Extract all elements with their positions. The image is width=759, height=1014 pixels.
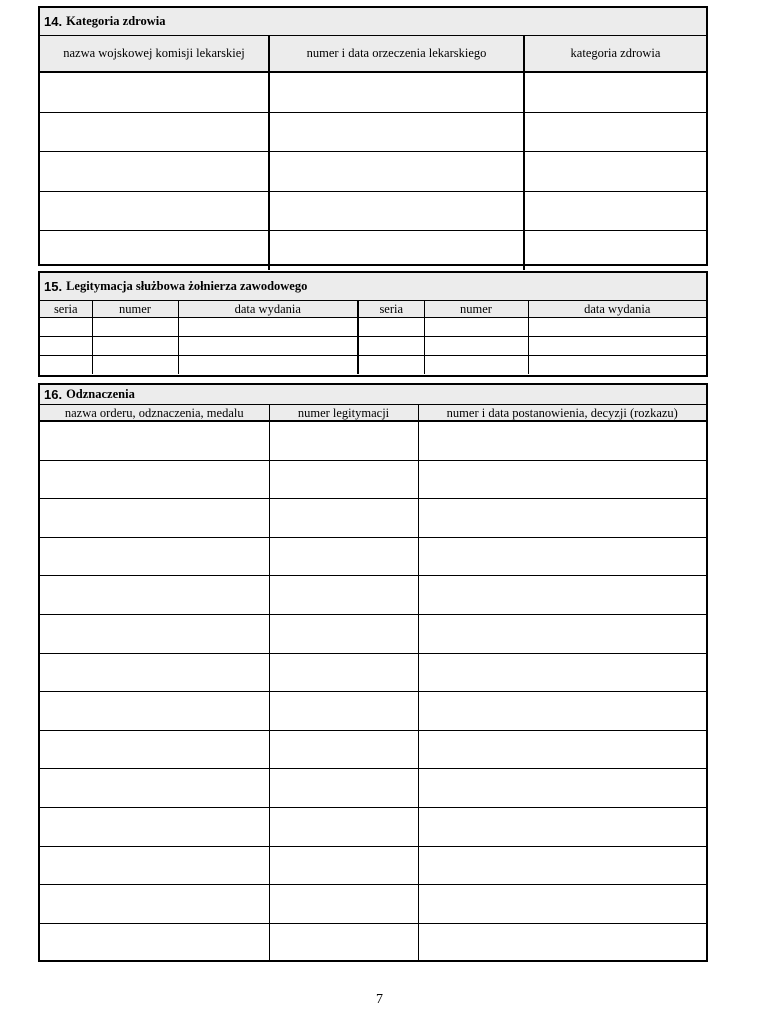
input-cell[interactable] — [418, 769, 706, 808]
column-header: kategoria zdrowia — [524, 36, 706, 72]
input-cell[interactable] — [269, 769, 418, 808]
input-cell[interactable] — [40, 318, 92, 337]
input-cell[interactable] — [178, 318, 358, 337]
input-cell[interactable] — [92, 318, 178, 337]
input-cell[interactable] — [269, 112, 524, 152]
input-cell[interactable] — [40, 152, 269, 192]
input-cell[interactable] — [269, 499, 418, 538]
table-row — [40, 152, 706, 192]
table-row — [40, 191, 706, 231]
health-category-table — [40, 36, 706, 270]
input-cell[interactable] — [528, 356, 706, 375]
section-number: 15. — [44, 279, 63, 294]
input-cell[interactable] — [40, 846, 269, 885]
input-cell[interactable] — [40, 337, 92, 356]
input-cell[interactable] — [269, 614, 418, 653]
input-cell[interactable] — [524, 72, 706, 112]
input-cell[interactable] — [40, 191, 269, 231]
input-cell[interactable] — [269, 807, 418, 846]
page-number: 7 — [376, 992, 383, 1007]
input-cell[interactable] — [40, 885, 269, 924]
input-cell[interactable] — [424, 318, 528, 337]
input-cell[interactable] — [40, 537, 269, 576]
table-row — [40, 807, 706, 846]
column-header: nazwa wojskowej komisji lekarskiej — [40, 36, 269, 72]
input-cell[interactable] — [418, 576, 706, 615]
input-cell[interactable] — [418, 730, 706, 769]
input-cell[interactable] — [92, 356, 178, 375]
table-row — [40, 692, 706, 731]
section-header — [40, 8, 706, 36]
input-cell[interactable] — [524, 231, 706, 270]
input-cell[interactable] — [528, 337, 706, 356]
input-cell[interactable] — [269, 72, 524, 112]
input-cell[interactable] — [418, 614, 706, 653]
input-cell[interactable] — [40, 614, 269, 653]
input-cell[interactable] — [269, 537, 418, 576]
column-header: numer i data orzeczenia lekarskiego — [269, 36, 524, 72]
input-cell[interactable] — [524, 112, 706, 152]
input-cell[interactable] — [269, 421, 418, 460]
section-title: Legitymacja służbowa żołnierza zawodowego — [66, 279, 308, 293]
table-row — [40, 769, 706, 808]
input-cell[interactable] — [269, 152, 524, 192]
input-cell[interactable] — [40, 499, 269, 538]
input-cell[interactable] — [418, 692, 706, 731]
input-cell[interactable] — [424, 337, 528, 356]
section-header — [40, 385, 706, 404]
section-number: 16. — [44, 387, 63, 402]
input-cell[interactable] — [418, 807, 706, 846]
column-header: numer legitymacji — [269, 405, 418, 422]
input-cell[interactable] — [269, 460, 418, 499]
column-header: numer — [92, 301, 178, 318]
table-row — [40, 112, 706, 152]
table-row — [40, 318, 706, 337]
table-row — [40, 356, 706, 375]
input-cell[interactable] — [40, 231, 269, 270]
input-cell[interactable] — [418, 653, 706, 692]
column-header: data wydania — [178, 301, 358, 318]
input-cell[interactable] — [269, 730, 418, 769]
table-row — [40, 846, 706, 885]
input-cell[interactable] — [92, 337, 178, 356]
input-cell[interactable] — [269, 653, 418, 692]
section-health-category — [38, 6, 708, 266]
section-number: 14. — [44, 14, 63, 29]
input-cell[interactable] — [358, 356, 424, 375]
table-row — [40, 337, 706, 356]
input-cell[interactable] — [269, 191, 524, 231]
input-cell[interactable] — [528, 318, 706, 337]
column-header: nazwa orderu, odznaczenia, medalu — [40, 405, 269, 422]
column-header: seria — [40, 301, 92, 318]
input-cell[interactable] — [418, 460, 706, 499]
input-cell[interactable] — [40, 807, 269, 846]
input-cell[interactable] — [269, 885, 418, 924]
table-row — [40, 421, 706, 460]
input-cell[interactable] — [40, 653, 269, 692]
input-cell[interactable] — [524, 191, 706, 231]
input-cell[interactable] — [418, 885, 706, 924]
input-cell[interactable] — [40, 923, 269, 961]
table-row — [40, 576, 706, 615]
input-cell[interactable] — [418, 846, 706, 885]
column-header: seria — [358, 301, 424, 318]
input-cell[interactable] — [269, 923, 418, 961]
table-row — [40, 499, 706, 538]
input-cell[interactable] — [269, 846, 418, 885]
table-row — [40, 537, 706, 576]
section-decorations — [38, 383, 708, 962]
input-cell[interactable] — [40, 421, 269, 460]
table-row — [40, 72, 706, 112]
table-row — [40, 614, 706, 653]
input-cell[interactable] — [358, 337, 424, 356]
column-header: numer i data postanowienia, decyzji (rozkazu) — [418, 405, 706, 422]
input-cell[interactable] — [269, 692, 418, 731]
table-row — [40, 885, 706, 924]
input-cell[interactable] — [178, 356, 358, 375]
input-cell[interactable] — [178, 337, 358, 356]
input-cell[interactable] — [40, 576, 269, 615]
section-title: Kategoria zdrowia — [66, 14, 166, 28]
column-header: data wydania — [528, 301, 706, 318]
table-row — [40, 730, 706, 769]
input-cell[interactable] — [269, 231, 524, 270]
input-cell[interactable] — [40, 112, 269, 152]
table-row — [40, 923, 706, 961]
input-cell[interactable] — [358, 318, 424, 337]
input-cell[interactable] — [524, 152, 706, 192]
input-cell[interactable] — [418, 421, 706, 460]
column-header: numer — [424, 301, 528, 318]
input-cell[interactable] — [418, 537, 706, 576]
table-row — [40, 460, 706, 499]
input-cell[interactable] — [40, 72, 269, 112]
section-header — [40, 273, 706, 301]
input-cell[interactable] — [40, 769, 269, 808]
decorations-table — [40, 404, 706, 961]
service-id-table — [40, 301, 706, 374]
input-cell[interactable] — [40, 356, 92, 375]
input-cell[interactable] — [40, 460, 269, 499]
section-service-id — [38, 271, 708, 377]
section-title: Odznaczenia — [66, 387, 135, 401]
input-cell[interactable] — [418, 499, 706, 538]
input-cell[interactable] — [269, 576, 418, 615]
input-cell[interactable] — [40, 692, 269, 731]
table-row — [40, 653, 706, 692]
table-row — [40, 231, 706, 270]
input-cell[interactable] — [40, 730, 269, 769]
input-cell[interactable] — [418, 923, 706, 961]
input-cell[interactable] — [424, 356, 528, 375]
